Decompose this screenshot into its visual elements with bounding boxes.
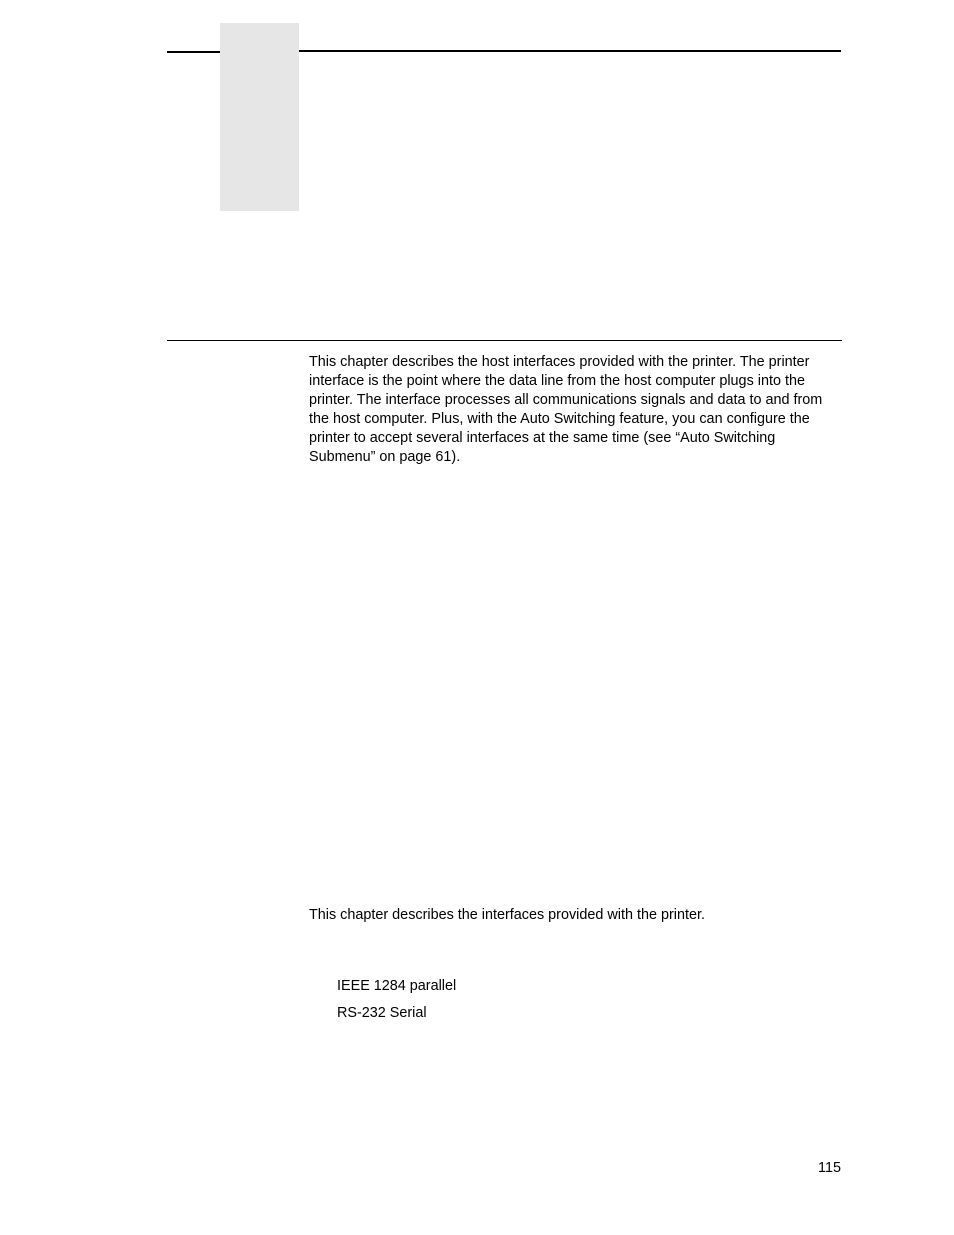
interface-list xyxy=(337,977,456,1031)
intro-paragraph: This chapter describes the host interfaces provided with the printer. The printer interface is the point where the data line from the host computer plugs into the printer. The interface processes all communications signals and data to and from the host computer. Plus, with the Auto Switching feature, you can configure the printer to accept several interfaces at the same time (see “Auto Switching Submenu” on page 61). xyxy=(309,354,823,465)
overview-paragraph: This chapter describes the interfaces provided with the printer. xyxy=(309,907,705,923)
interface-item-serial: RS-232 Serial xyxy=(337,1005,427,1021)
interface-item-parallel: IEEE 1284 parallel xyxy=(337,978,457,994)
header-rule-left xyxy=(167,51,220,53)
page-number: 115 xyxy=(818,1160,841,1176)
chapter-tab xyxy=(220,23,299,211)
section-rule xyxy=(167,340,842,341)
header-rule-right xyxy=(299,50,841,52)
